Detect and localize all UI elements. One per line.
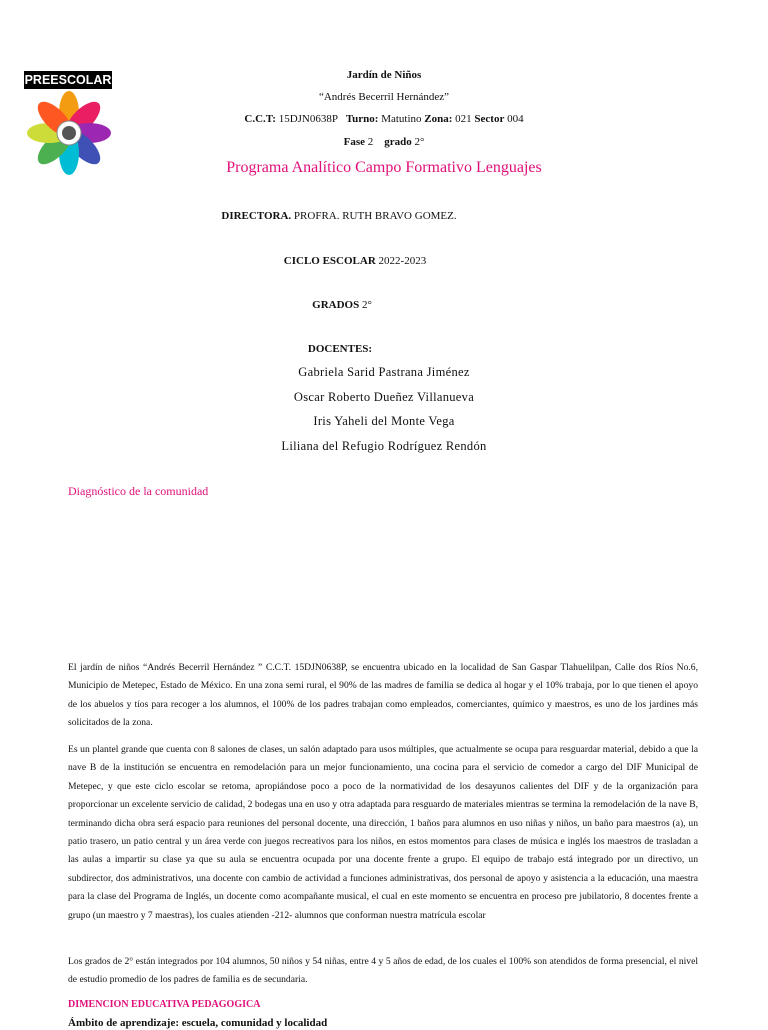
teacher-name: Oscar Roberto Dueñez Villanueva <box>293 390 475 404</box>
diagnostico-heading: Diagnóstico de la comunidad <box>68 484 209 498</box>
docentes-label: DOCENTES: <box>307 343 373 355</box>
fase-line: Fase 2 grado 2° <box>343 136 425 148</box>
paragraph: Es un plantel grande que cuenta con 8 salones de clases, un salón adaptado para usos múltiples, que actualmente se ocupa para resguardar material, debido a que la nave B de la institución se encuentra en remodelación para un mejor funcionamiento, una cocina para el servicio de comedor a cargo del DIF Municipal de Metepec, y que este ciclo escolar se retoma, apropiándose poco a poco de la normatividad de los desayunos calientes del DIF y de la organización para proporcionar un excelente servicio de calidad, 2 bodegas una en uso y otra adaptada para resguardo de materiales mientras se termina la remodelación de la nave B, terminando dicha obra será espacio para reuniones del personal docente, una dirección, 1 baños para alumnos en uso niñas y niños, un baño para maestros (a), un patio trasero, un patio central y un área verde con juegos recreativos para los niños, en estos momentos para clases de música e inglés los maestros de trasladan a las aulas a impartir su clase ya que su aula se encuentra ocupada por una docente frente a grupo. El equipo de trabajo está integrado por un directivo, un subdirector, dos administrativos, una docente con cambio de actividad a funciones administrativas, dos personal de apoyo y asistencia a la educación, una maestra para la clase del Programa de Inglés, un docente como acompañante musical, el cual en este momento se encuentra en proceso pre jubilatorio, 8 docentes frente a grupo (un maestro y 7 maestras), los cuales atienden -212- alumnos que conforman nuestra matrícula escolar <box>68 744 698 921</box>
school-name: “Andrés Becerril Hernández” <box>318 91 450 103</box>
dimension-heading: DIMENCION EDUCATIVA PEDAGOGICA <box>68 999 261 1010</box>
paragraph: El jardín de niños “Andrés Becerril Hernández ” C.C.T. 15DJN0638P, se encuentra ubicado en la localidad de San Gaspar Tlahuelilpan, Calle dos Ríos No.6, Municipio de Metepec, Estado de México. En una zona semi rural, el 90% de las madres de familia se dedica al hogar y el 10% trabaja, por lo que tienen el apoyo de los abuelos y tíos para recoger a los alumnos, el 100% de los padres trabajan como empleados, comerciantes, químico y maestros, es uno de los jardines más solicitados de la zona. <box>68 662 698 729</box>
ambito-heading: Ámbito de aprendizaje: escuela, comunidad y localidad <box>68 1017 328 1029</box>
document-title: Programa Analítico Campo Formativo Lenguajes <box>226 159 542 176</box>
teacher-name: Liliana del Refugio Rodríguez Rendón <box>281 439 487 453</box>
grados-line: GRADOS 2° <box>312 299 372 311</box>
preescolar-badge: PREESCOLAR <box>24 73 112 87</box>
ciclo-line: CICLO ESCOLAR 2022-2023 <box>283 255 427 267</box>
directora-line: DIRECTORA. PROFRA. RUTH BRAVO GOMEZ. <box>221 210 457 222</box>
paragraph: Los grados de 2° están integrados por 104 alumnos, 50 niños y 54 niñas, entre 4 y 5 años de edad, de los cuales el 100% son atendidos de forma presencial, el nivel de estudio promedio de los padres de familia es de secundaria. <box>68 956 698 986</box>
teacher-name: Iris Yaheli del Monte Vega <box>313 414 455 428</box>
teacher-name: Gabriela Sarid Pastrana Jiménez <box>298 365 470 379</box>
school-type: Jardín de Niños <box>346 69 422 81</box>
cct-line: C.C.T: 15DJN0638P Turno: Matutino Zona: 021 Sector 004 <box>244 113 524 125</box>
